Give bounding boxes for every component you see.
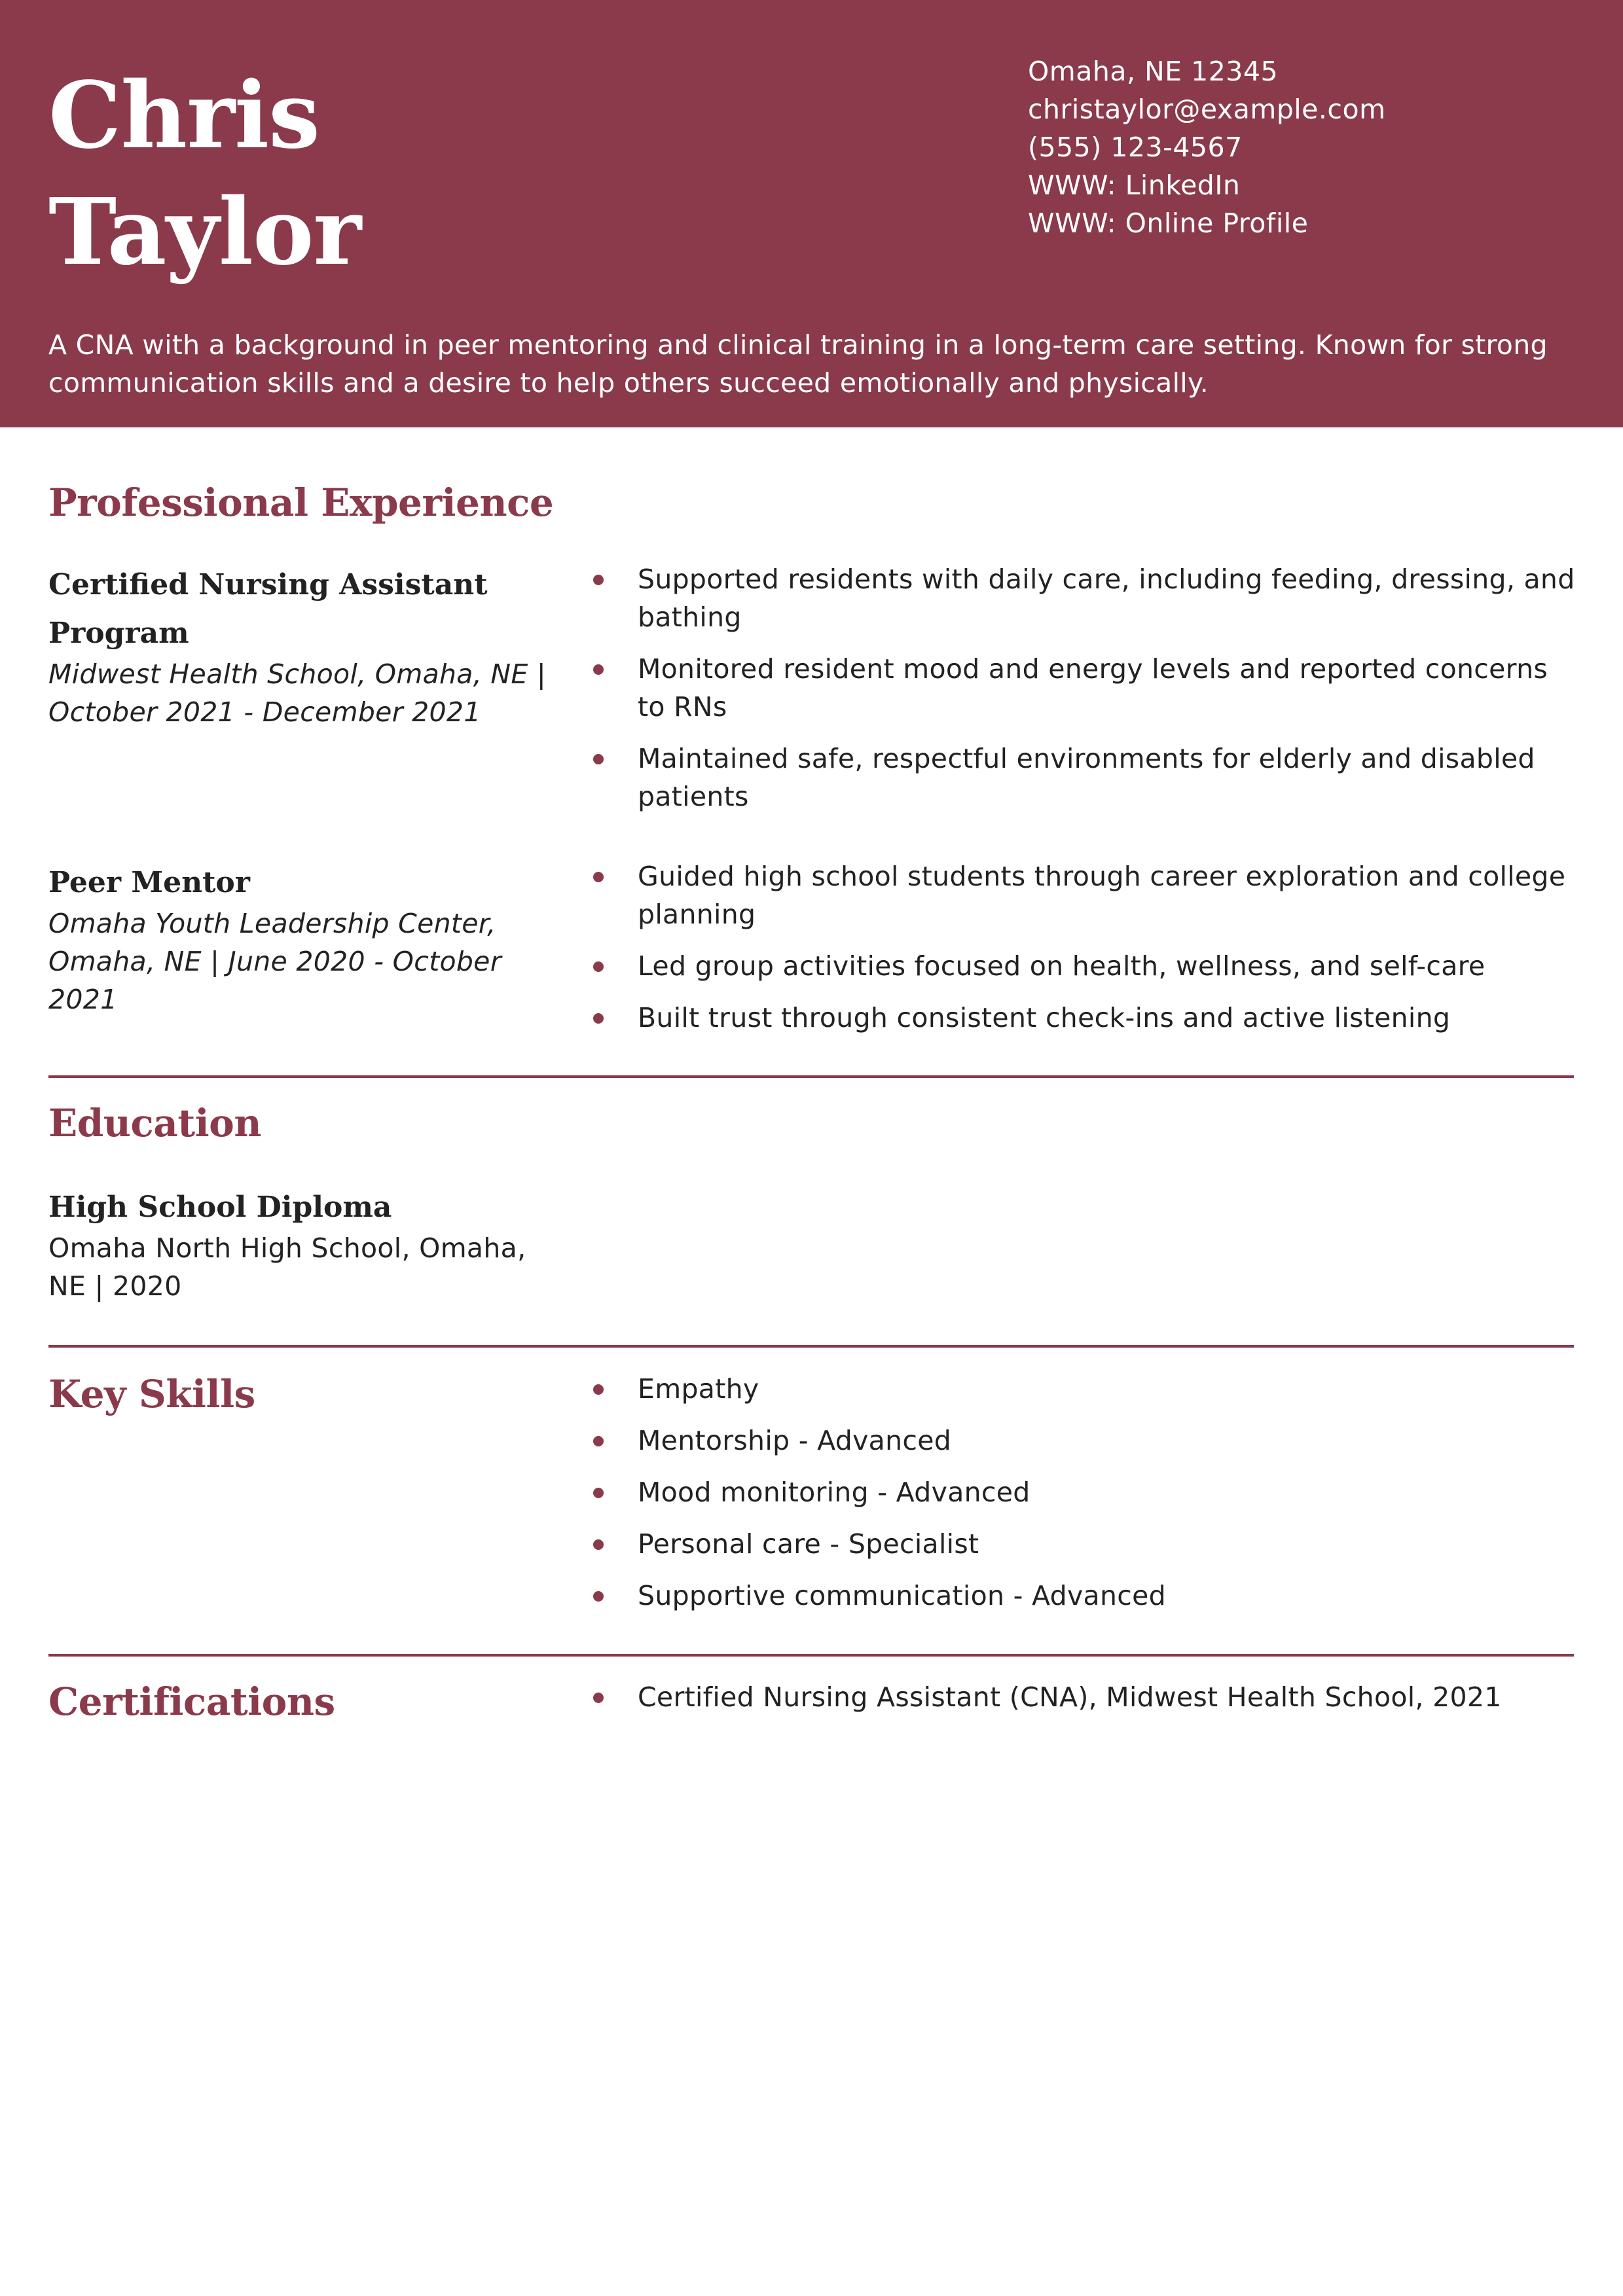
job-meta: Midwest Health School, Omaha, NE | October 2021 - December 2021 [48, 658, 546, 728]
job-title: Peer Mentor [48, 866, 250, 899]
list-item: Supportive communication - Advanced [593, 1577, 1575, 1615]
last-name: Taylor [48, 179, 361, 286]
contact-email[interactable]: christaylor@example.com [1028, 94, 1386, 125]
list-item: Led group activities focused on health, wellness, and self-care [593, 947, 1575, 985]
contact-address: Omaha, NE 12345 [1028, 56, 1279, 87]
list-item: Mentorship - Advanced [593, 1422, 1575, 1460]
candidate-name [48, 58, 361, 291]
list-item: Supported residents with daily care, including feeding, dressing, and bathing [593, 560, 1575, 636]
education-entry [48, 1183, 546, 1305]
education-section-title: Education [48, 1101, 262, 1145]
school-info: Omaha North High School, Omaha, NE | 2020 [48, 1232, 526, 1302]
contact-info [1028, 52, 1386, 242]
section-divider [48, 1345, 1574, 1348]
professional-summary: A CNA with a background in peer mentoring and clinical training in a long-term care setting. Known for strong communication skills and a desire to help others succeed emotionally and physically. [48, 329, 1548, 399]
job-entry-1 [48, 561, 546, 731]
skills-section-title: Key Skills [48, 1372, 255, 1416]
skills-list [593, 1370, 1575, 1628]
contact-linkedin-link[interactable]: WWW: LinkedIn [1028, 170, 1241, 201]
job-1-bullets [593, 560, 1575, 829]
certifications-section-title: Certifications [48, 1679, 335, 1724]
list-item: Empathy [593, 1370, 1575, 1408]
list-item: Guided high school students through career exploration and college planning [593, 857, 1575, 933]
first-name: Chris [48, 62, 319, 170]
section-divider [48, 1075, 1574, 1078]
list-item: Mood monitoring - Advanced [593, 1473, 1575, 1511]
contact-phone: (555) 123-4567 [1028, 132, 1243, 163]
list-item: Maintained safe, respectful environments for elderly and disabled patients [593, 740, 1575, 816]
section-divider [48, 1654, 1574, 1657]
job-meta: Omaha Youth Leadership Center, Omaha, NE | June 2020 - October 2021 [48, 908, 501, 1015]
job-entry-2 [48, 859, 546, 1018]
experience-section-title: Professional Experience [48, 480, 554, 525]
degree-title: High School Diploma [48, 1191, 392, 1224]
certifications-list [593, 1678, 1575, 1730]
list-item: Certified Nursing Assistant (CNA), Midwest Health School, 2021 [593, 1678, 1575, 1716]
list-item: Built trust through consistent check-ins and active listening [593, 999, 1575, 1037]
contact-profile-link[interactable]: WWW: Online Profile [1028, 207, 1309, 239]
job-2-bullets [593, 857, 1575, 1050]
job-title: Certified Nursing Assistant Program [48, 568, 488, 650]
list-item: Personal care - Specialist [593, 1525, 1575, 1563]
resume-header [0, 0, 1623, 427]
list-item: Monitored resident mood and energy levels and reported concerns to RNs [593, 650, 1575, 726]
